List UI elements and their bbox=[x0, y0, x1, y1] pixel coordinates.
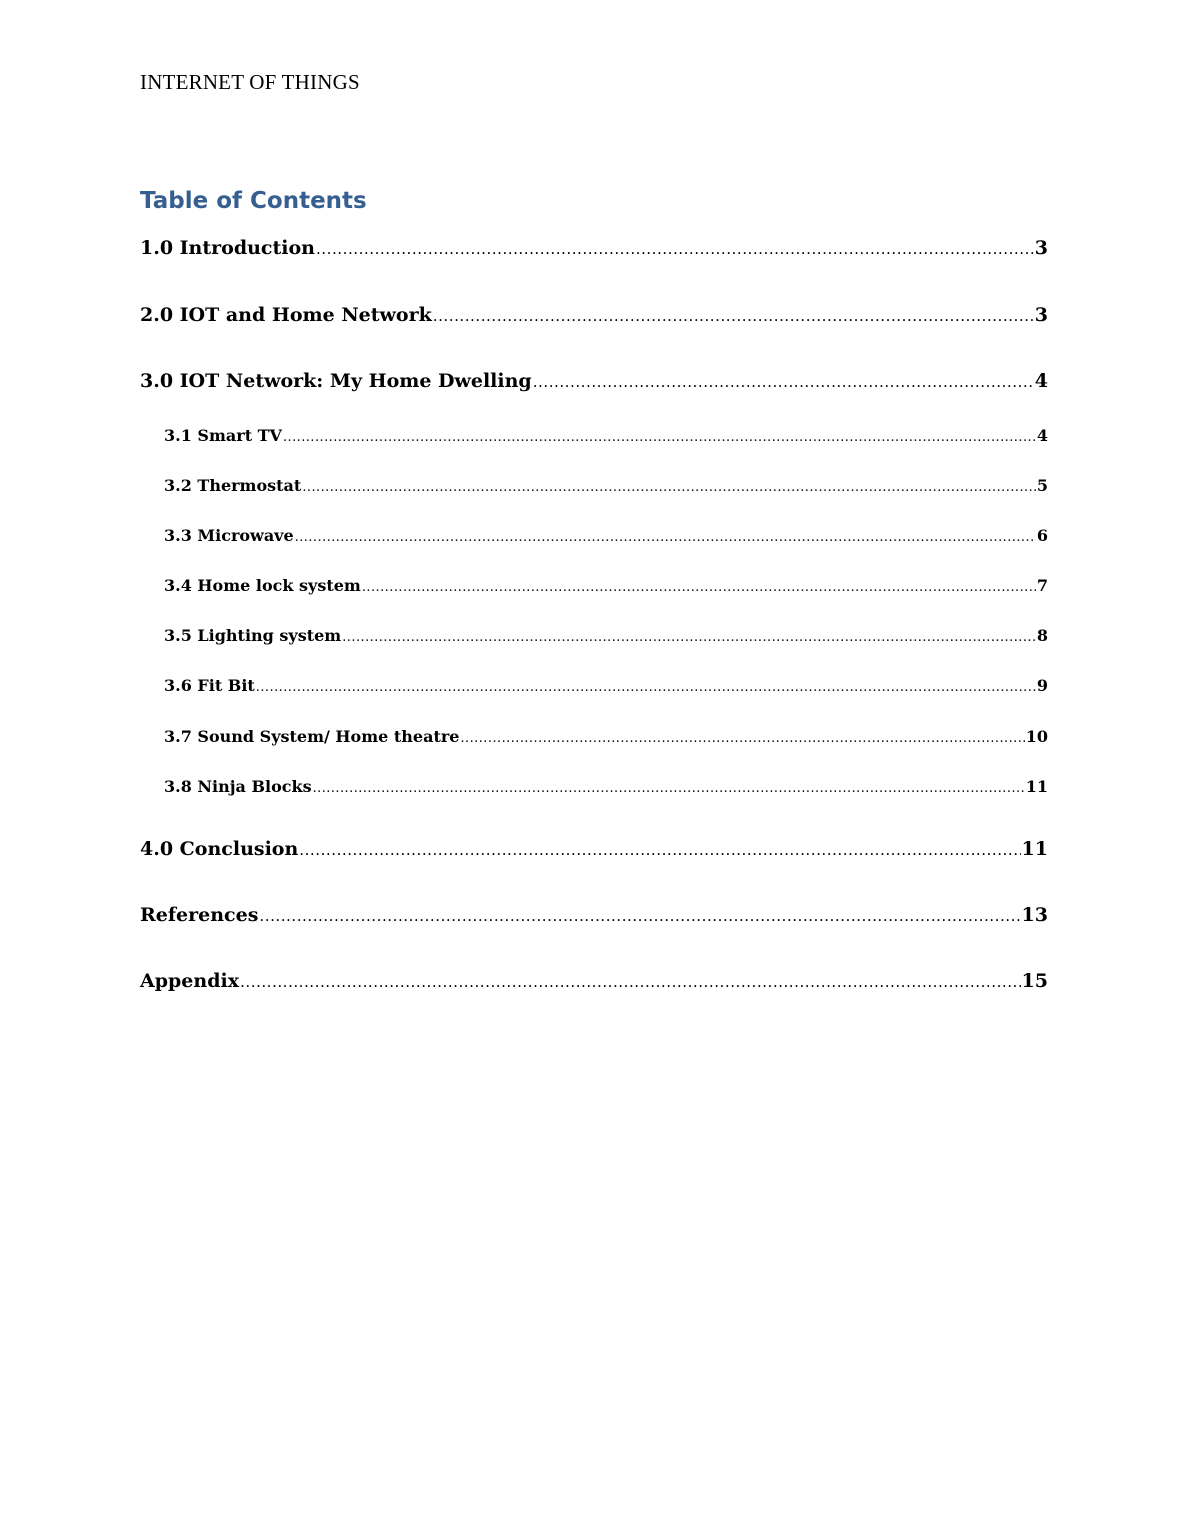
toc-entry-page: 7 bbox=[1036, 576, 1048, 595]
toc-title: Table of Contents bbox=[140, 188, 367, 214]
toc-entry-page: 6 bbox=[1036, 526, 1048, 545]
toc-entry-label: 3.5 Lighting system bbox=[164, 626, 342, 645]
toc-dot-leader bbox=[460, 731, 1024, 746]
toc-dot-leader bbox=[256, 680, 1036, 695]
toc-dot-leader bbox=[240, 973, 1021, 991]
toc-entry-microwave[interactable] bbox=[164, 526, 1048, 545]
toc-entry-label: 3.8 Ninja Blocks bbox=[164, 777, 312, 796]
toc-entry-iot-network-home-dwelling[interactable] bbox=[140, 370, 1048, 392]
toc-entry-references[interactable] bbox=[140, 904, 1048, 926]
toc-entry-sound-system[interactable] bbox=[164, 727, 1048, 746]
toc-entry-label: Appendix bbox=[140, 970, 240, 992]
toc-entry-page: 5 bbox=[1036, 476, 1048, 495]
toc-entry-conclusion[interactable] bbox=[140, 838, 1048, 860]
toc-dot-leader bbox=[313, 781, 1025, 796]
toc-entry-thermostat[interactable] bbox=[164, 476, 1048, 495]
toc-dot-leader bbox=[533, 373, 1034, 391]
toc-dot-leader bbox=[433, 307, 1034, 325]
toc-entry-page: 8 bbox=[1036, 626, 1048, 645]
toc-entry-label: 3.3 Microwave bbox=[164, 526, 294, 545]
toc-entry-label: 2.0 IOT and Home Network bbox=[140, 304, 432, 326]
toc-entry-label: 1.0 Introduction bbox=[140, 237, 315, 259]
toc-entry-page: 4 bbox=[1034, 370, 1048, 392]
toc-entry-label: References bbox=[140, 904, 259, 926]
running-header: INTERNET OF THINGS bbox=[140, 70, 360, 94]
toc-dot-leader bbox=[295, 530, 1036, 545]
toc-entry-fit-bit[interactable] bbox=[164, 676, 1048, 695]
toc-entry-smart-tv[interactable] bbox=[164, 426, 1048, 445]
toc-dot-leader bbox=[302, 480, 1036, 495]
toc-entry-label: 3.2 Thermostat bbox=[164, 476, 302, 495]
toc-entry-home-lock-system[interactable] bbox=[164, 576, 1048, 595]
toc-entry-page: 11 bbox=[1025, 777, 1048, 796]
toc-entry-label: 3.7 Sound System/ Home theatre bbox=[164, 727, 460, 746]
toc-entry-ninja-blocks[interactable] bbox=[164, 777, 1048, 796]
toc-entry-label: 3.4 Home lock system bbox=[164, 576, 361, 595]
toc-entry-label: 3.1 Smart TV bbox=[164, 426, 282, 445]
toc-entry-page: 9 bbox=[1036, 676, 1048, 695]
toc-entry-introduction[interactable] bbox=[140, 237, 1048, 259]
toc-dot-leader bbox=[362, 580, 1036, 595]
toc-entry-page: 4 bbox=[1036, 426, 1048, 445]
toc-entry-page: 3 bbox=[1034, 237, 1048, 259]
toc-entry-page: 11 bbox=[1021, 838, 1048, 860]
toc-entry-label: 3.6 Fit Bit bbox=[164, 676, 255, 695]
toc-entry-page: 13 bbox=[1021, 904, 1048, 926]
toc-entry-lighting-system[interactable] bbox=[164, 626, 1048, 645]
toc-dot-leader bbox=[283, 430, 1036, 445]
toc-dot-leader bbox=[299, 841, 1020, 859]
toc-dot-leader bbox=[342, 630, 1036, 645]
toc-entry-iot-home-network[interactable] bbox=[140, 304, 1048, 326]
toc-dot-leader bbox=[316, 240, 1034, 258]
toc-entry-label: 3.0 IOT Network: My Home Dwelling bbox=[140, 370, 532, 392]
toc-entry-page: 15 bbox=[1021, 970, 1048, 992]
toc-entry-page: 10 bbox=[1025, 727, 1048, 746]
toc-entry-label: 4.0 Conclusion bbox=[140, 838, 299, 860]
toc-entry-appendix[interactable] bbox=[140, 970, 1048, 992]
toc-entry-page: 3 bbox=[1034, 304, 1048, 326]
toc-dot-leader bbox=[259, 907, 1020, 925]
